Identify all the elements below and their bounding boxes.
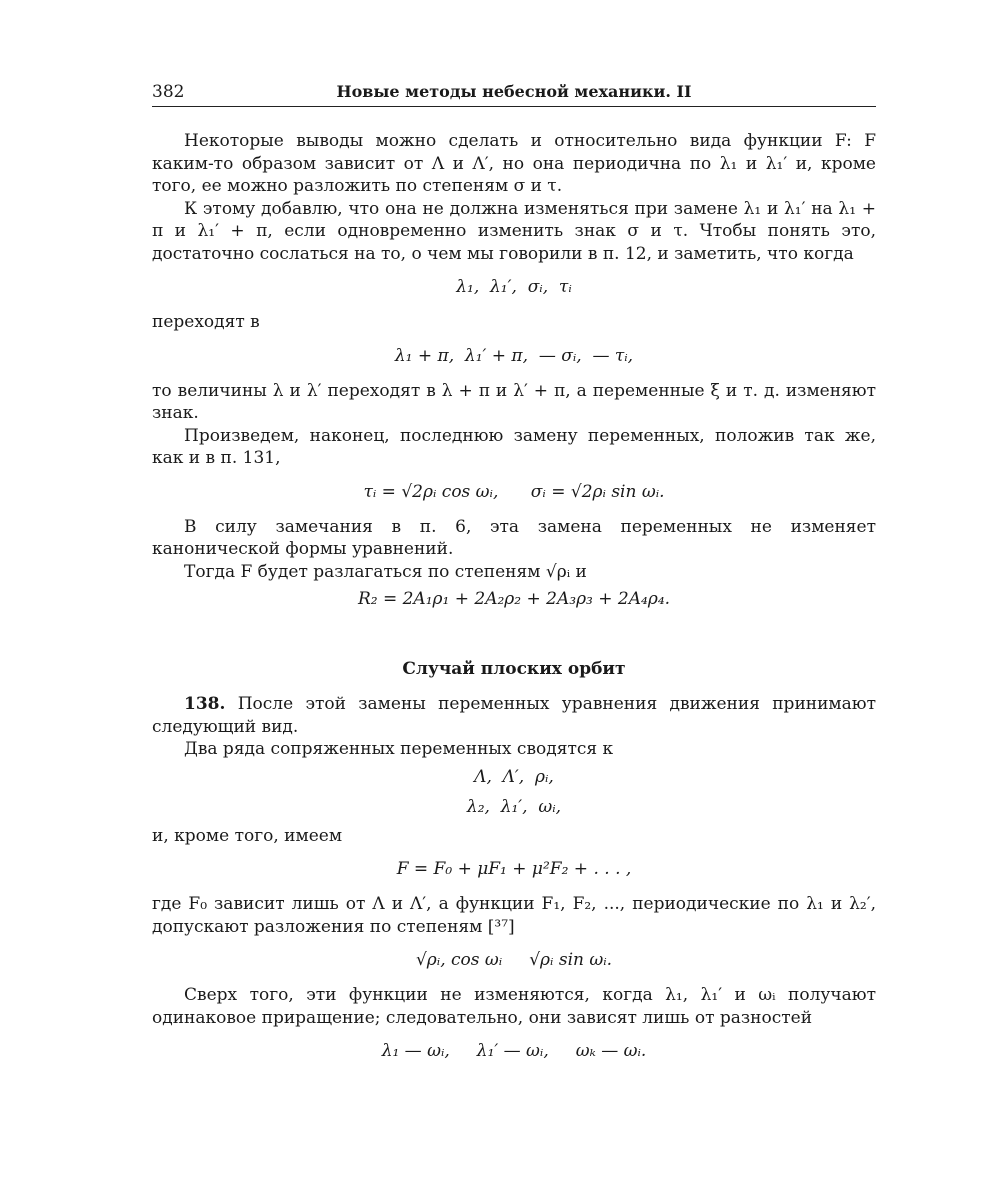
formula-5: Λ, Λ′, ρᵢ, (474, 766, 554, 787)
paragraph-6: В силу замечания в п. 6, эта замена переменных не изменяет канонической формы уравнений. (152, 516, 876, 559)
formula-1: λ₁, λ₁′, σᵢ, τᵢ (456, 277, 572, 297)
paragraph-11: где F₀ зависит лишь от Λ и Λ′, а функции F₁, F₂, ..., периодические по λ₁ и λ₂′, допускают разложения по степеням [³⁷] (152, 894, 876, 937)
formula-4: R₂ = 2A₁ρ₁ + 2A₂ρ₂ + 2A₃ρ₃ + 2A₄ρ₄. (357, 589, 671, 609)
paragraph-8 (152, 693, 876, 738)
section-number: 138. (184, 694, 226, 714)
paragraph-3: переходят в (152, 312, 260, 332)
paragraph-10: и, кроме того, имеем (152, 825, 343, 846)
page-body (152, 130, 876, 1075)
page-number: 382 (152, 82, 185, 102)
formula-2: λ₁ + π, λ₁′ + π, — σᵢ, — τᵢ, (394, 345, 634, 366)
paragraph-7: Тогда F будет разлагаться по степеням √ρᵢ и (184, 561, 587, 582)
section-heading: Случай плоских орбит (402, 659, 626, 679)
formula-9: λ₁ — ωᵢ, λ₁′ — ωᵢ, ωₖ — ωᵢ. (381, 1041, 647, 1061)
paragraph-8-text: После этой замены переменных уравнения движения принимают следующий вид. (152, 694, 876, 737)
paragraph-12: Сверх того, эти функции не изменяются, когда λ₁, λ₁′ и ωᵢ получают одинаковое приращение; следовательно, они зависят лишь от разностей (152, 985, 876, 1028)
paragraph-9: Два ряда сопряженных переменных сводятся к (184, 739, 614, 759)
paragraph-1: Некоторые выводы можно сделать и относительно вида функции F: F каким-то образом зависит от Λ и Λ′, но она периодична по λ₁ и λ₁′ и, кроме того, ее можно разложить по степеням σ и τ. (152, 131, 876, 196)
formula-7: F = F₀ + μF₁ + μ²F₂ + . . . , (396, 859, 632, 879)
running-title: Новые методы небесной механики. II (336, 82, 692, 101)
paragraph-4: то величины λ и λ′ переходят в λ + π и λ′ + π, а переменные ξ и т. д. изменяют знак. (152, 380, 876, 423)
formula-3: τᵢ = √2ρᵢ cos ωᵢ, σᵢ = √2ρᵢ sin ωᵢ. (363, 481, 665, 502)
paragraph-5: Произведем, наконец, последнюю замену переменных, положив так же, как и в п. 131, (152, 425, 876, 468)
paragraph-2: К этому добавлю, что она не должна изменяться при замене λ₁ и λ₁′ на λ₁ + π и λ₁′ + π, если одновременно изменить знак σ и τ. Чтобы понять это, достаточно сослаться на то, о чем мы говорили в п. 12, и заметить, что когда (152, 198, 876, 264)
formula-6: λ₂, λ₁′, ωᵢ, (466, 796, 562, 817)
formula-8: √ρᵢ, cos ωᵢ √ρᵢ sin ωᵢ. (415, 950, 613, 970)
page-header (152, 80, 876, 107)
